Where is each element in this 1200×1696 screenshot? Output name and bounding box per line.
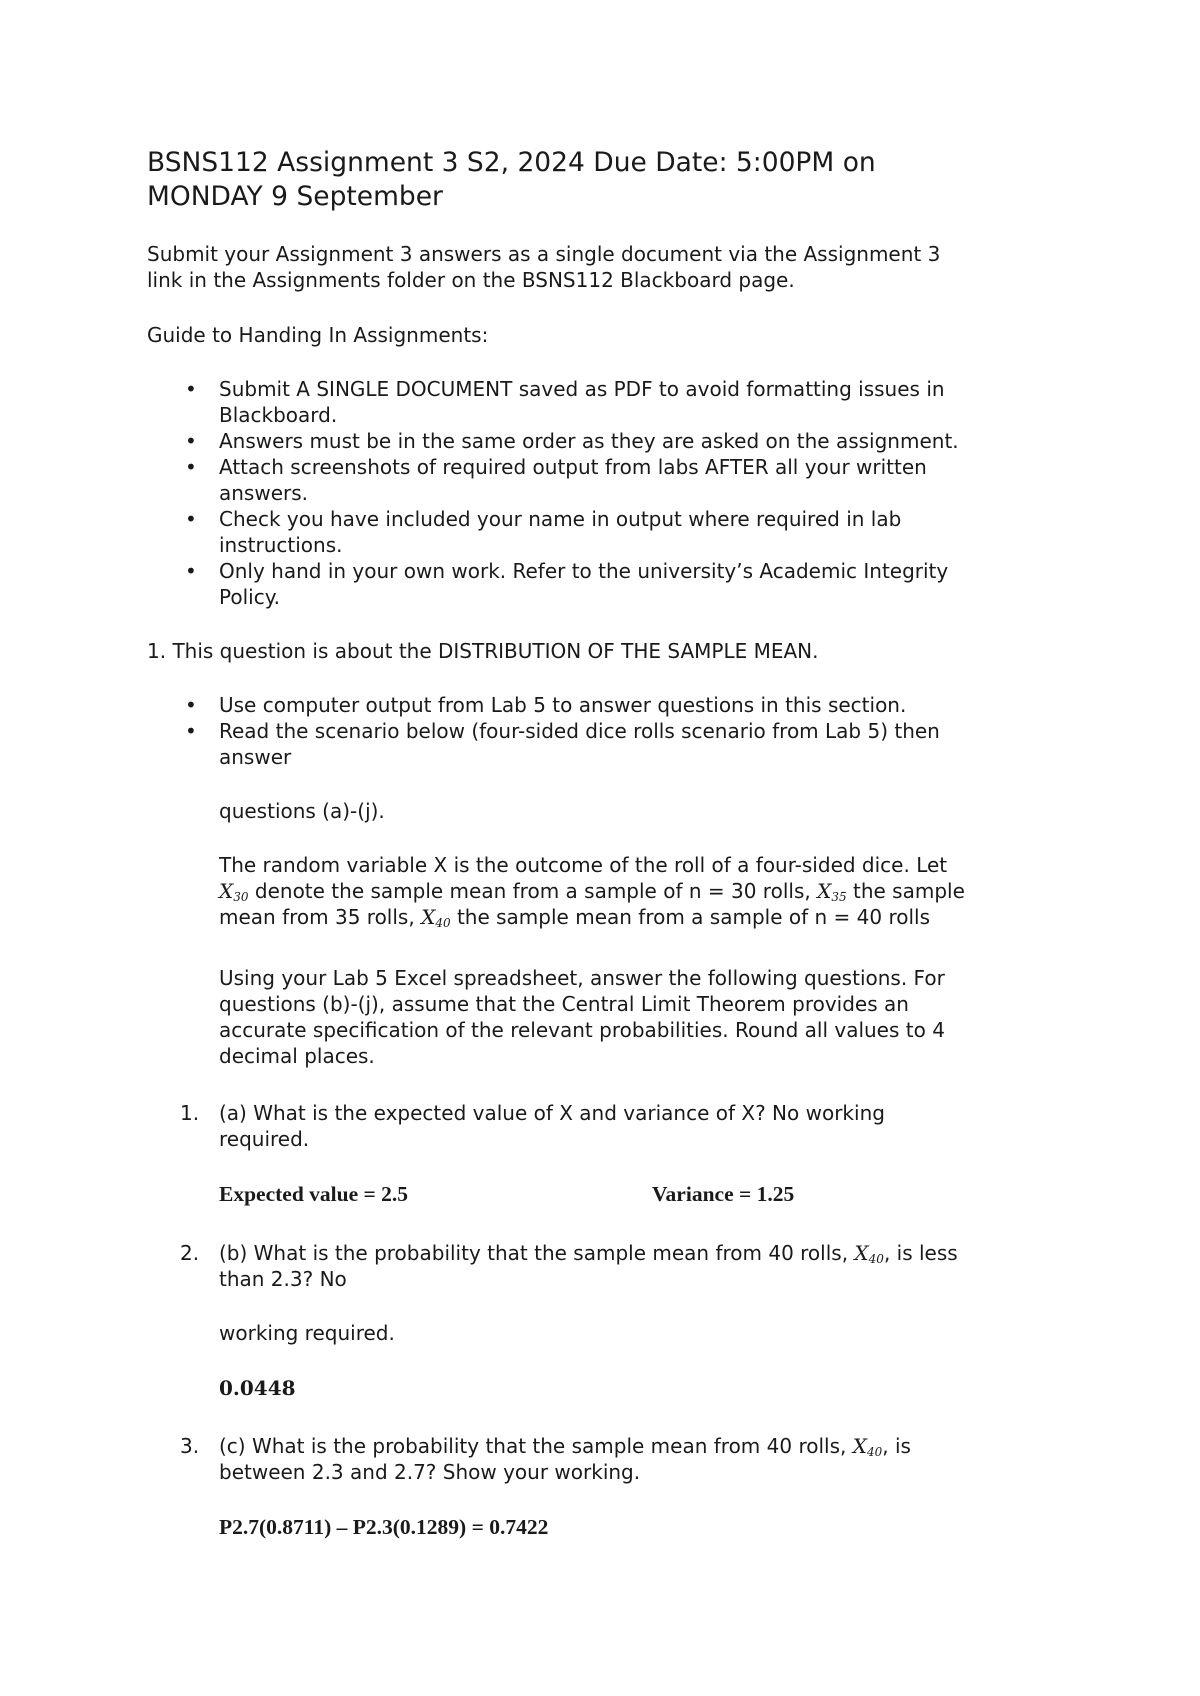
question-c — [219, 1433, 1089, 1485]
instructions-line: Using your Lab 5 Excel spreadsheet, answer the following questions. For — [219, 966, 945, 990]
x40-symbol: $X_{40}$ — [854, 1241, 884, 1266]
bullet-icon: • — [185, 429, 197, 453]
bullet-line: Check you have included your name in output where required in lab — [219, 507, 902, 531]
document-title — [147, 146, 1047, 214]
question-line: required. — [219, 1127, 310, 1151]
x40-symbol: $X_{40}$ — [421, 905, 451, 930]
scenario-line-1: The random variable X is the outcome of the roll of a four-sided dice. Let — [219, 853, 948, 877]
bullet-line: answers. — [219, 481, 309, 505]
answer-variance: Variance = 1.25 — [652, 1182, 795, 1206]
bullet-icon: • — [185, 455, 197, 479]
bullet-line: Use computer output from Lab 5 to answer questions in this section. — [219, 693, 907, 717]
scenario-paragraph — [219, 852, 1069, 930]
question-number: 1. — [180, 1101, 200, 1125]
bullet-line: Blackboard. — [219, 403, 338, 427]
question-b — [219, 1240, 1089, 1292]
instructions-line: decimal places. — [219, 1044, 375, 1068]
submit-paragraph — [147, 241, 1047, 293]
x30-symbol: $X_{30}$ — [219, 879, 249, 904]
question-a — [219, 1100, 1069, 1152]
bullet-line: Only hand in your own work. Refer to the university’s Academic Integrity — [219, 559, 949, 583]
bullet-line: answer — [219, 745, 292, 769]
bullet-icon: • — [185, 559, 197, 583]
answer-b: 0.0448 — [219, 1376, 296, 1400]
scenario-line-3: mean from 35 rolls, $X_{40}$ the sample mean from a sample of n = 40 rolls — [219, 905, 931, 930]
guide-heading: Guide to Handing In Assignments: — [147, 323, 489, 347]
bullet-line: Read the scenario below (four-sided dice rolls scenario from Lab 5) then — [219, 719, 940, 743]
question-line: (b) What is the probability that the sample mean from 40 rolls, $X_{40}$, is less — [219, 1241, 958, 1266]
bullet-icon: • — [185, 377, 197, 401]
x40-symbol: $X_{40}$ — [852, 1434, 883, 1459]
question-line: (a) What is the expected value of X and variance of X? No working — [219, 1101, 885, 1125]
question-b-continued: working required. — [219, 1321, 395, 1345]
bullet-line: Answers must be in the same order as they are asked on the assignment. — [219, 429, 959, 453]
scenario-line-2: $X_{30}$ denote the sample mean from a sample of n = 30 rolls, $X_{35}$ the sample — [219, 879, 965, 904]
title-line-2: MONDAY 9 September — [147, 181, 443, 212]
bullet-line: Submit A SINGLE DOCUMENT saved as PDF to avoid formatting issues in — [219, 377, 945, 401]
answer-expected-value: Expected value = 2.5 — [219, 1182, 409, 1206]
bullet-icon: • — [185, 719, 197, 743]
bullet-icon: • — [185, 507, 197, 531]
question-line: than 2.3? No — [219, 1267, 347, 1291]
submit-line-1: Submit your Assignment 3 answers as a single document via the Assignment 3 — [147, 242, 941, 266]
question-line: between 2.3 and 2.7? Show your working. — [219, 1460, 641, 1484]
bullet-line: Attach screenshots of required output from labs AFTER all your written — [219, 455, 927, 479]
submit-line-2: link in the Assignments folder on the BSNS112 Blackboard page. — [147, 268, 795, 292]
instructions-line: questions (b)-(j), assume that the Central Limit Theorem provides an — [219, 992, 909, 1016]
x35-symbol: $X_{35}$ — [817, 879, 847, 904]
instructions-line: accurate specification of the relevant probabilities. Round all values to 4 — [219, 1018, 945, 1042]
question-number: 3. — [180, 1434, 200, 1458]
title-line-1: BSNS112 Assignment 3 S2, 2024 Due Date: 5:00PM on — [147, 147, 876, 178]
bullet-line: instructions. — [219, 533, 343, 557]
question-number: 2. — [180, 1241, 200, 1265]
q1-sub-instruction: questions (a)-(j). — [219, 799, 385, 823]
q1-heading: 1. This question is about the DISTRIBUTION OF THE SAMPLE MEAN. — [147, 639, 819, 663]
instructions-paragraph — [219, 965, 1069, 1069]
question-line: (c) What is the probability that the sample mean from 40 rolls, $X_{40}$, is — [219, 1434, 911, 1459]
answer-c: P2.7(0.8711) – P2.3(0.1289) = 0.7422 — [219, 1515, 549, 1539]
bullet-line: Policy. — [219, 585, 281, 609]
bullet-icon: • — [185, 693, 197, 717]
